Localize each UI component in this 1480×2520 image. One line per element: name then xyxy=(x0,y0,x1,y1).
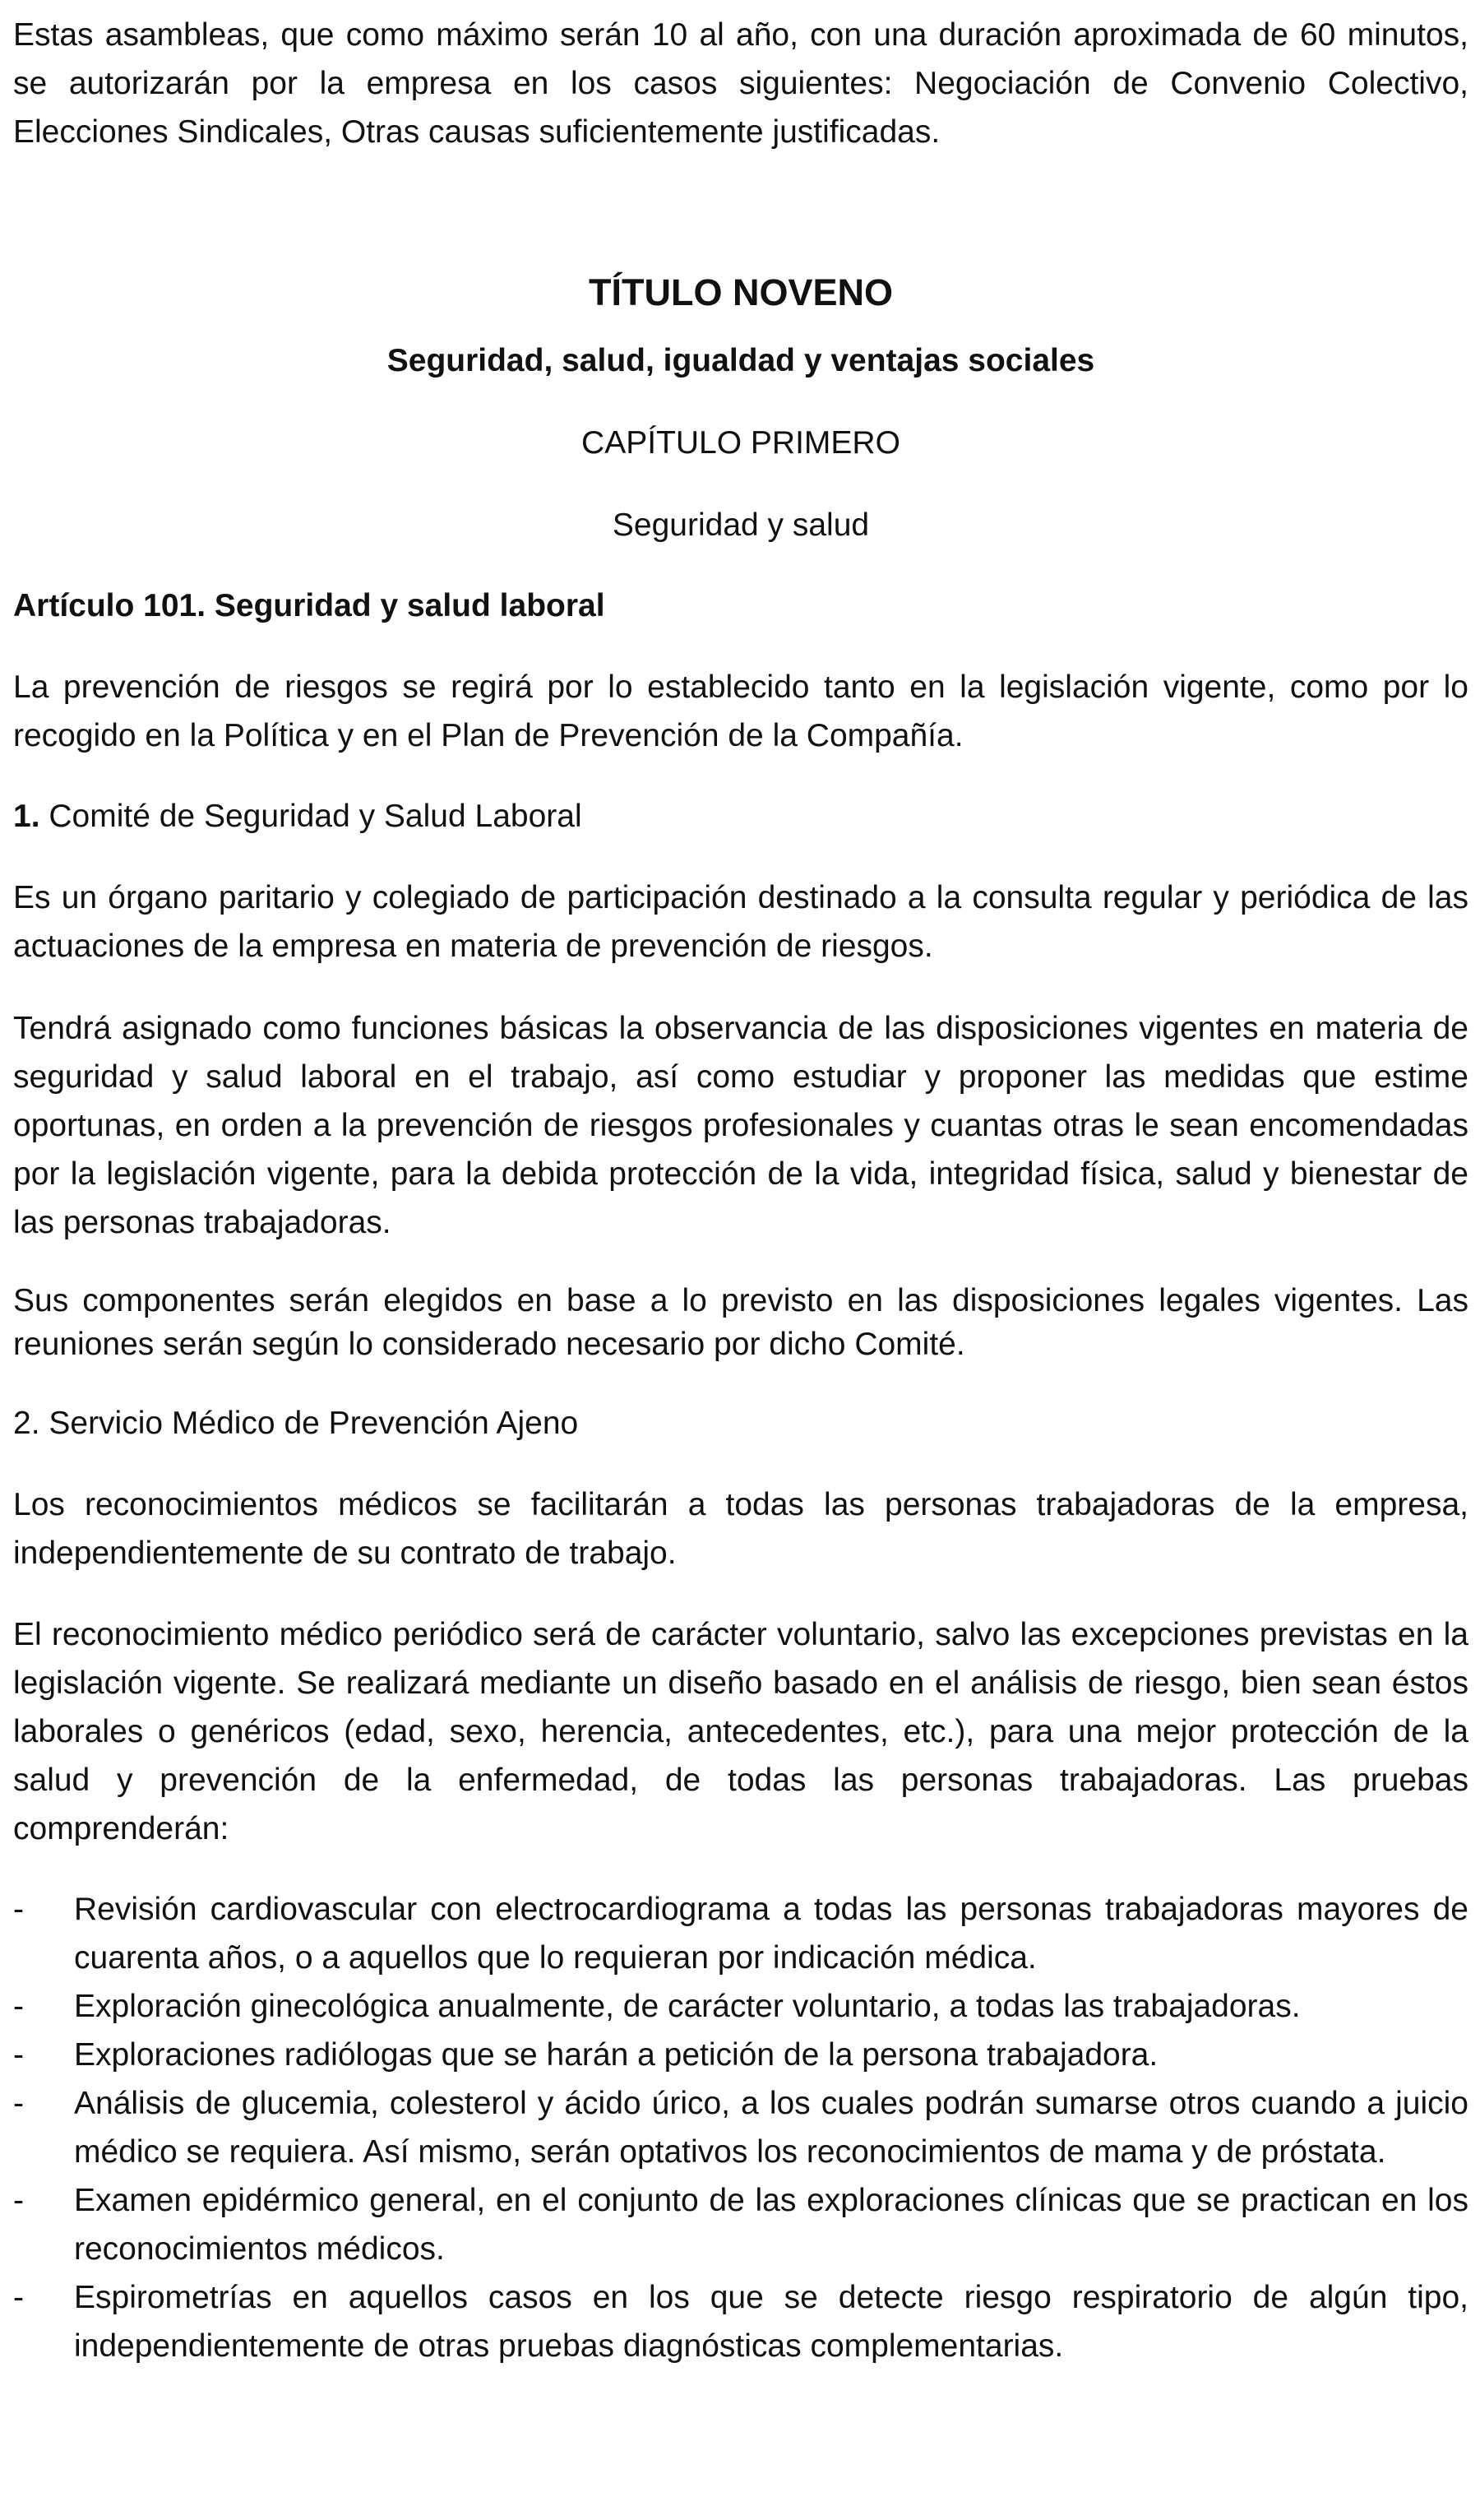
title-subtitle: Seguridad, salud, igualdad y ventajas sociales xyxy=(386,343,1095,378)
list-item-text: Examen epidérmico general, en el conjunto de las exploraciones clínicas que se practican en los reconocimientos médicos. xyxy=(74,2183,1468,2267)
section-1-paragraph-3: Sus componentes serán elegidos en base a lo previsto en las disposiciones legales vigentes. Las reuniones serán según lo considerado necesario por dicho Comité. xyxy=(13,1283,1468,1362)
section-1-heading xyxy=(13,792,1468,841)
list-bullet: - xyxy=(13,2280,24,2315)
list-bullet: - xyxy=(13,2086,24,2121)
list-item xyxy=(13,2079,1468,2176)
list-item-text: Análisis de glucemia, colesterol y ácido úrico, a los cuales podrán sumarse otros cuando a juicio médico se requiera. Así mismo, serán optativos los reconocimientos de mama y de próstata. xyxy=(74,2086,1468,2170)
article-title: Artículo 101. Seguridad y salud laboral xyxy=(13,588,605,623)
list-item-text: Revisión cardiovascular con electrocardiograma a todas las personas trabajadoras mayores de cuarenta años, o a aquellos que lo requieran por indicación médica. xyxy=(74,1892,1468,1976)
section-2-paragraph-2: El reconocimiento médico periódico será de carácter voluntario, salvo las excepciones previstas en la legislación vigente. Se realizará mediante un diseño basado en el análisis de riesgo, bien sean éstos laborales o genéricos (edad, sexo, herencia, antecedentes, etc.), para una mejor protección de la salud y prevención de la enfermedad, de todas las personas trabajadoras. Las pruebas comprenderán: xyxy=(13,1617,1468,1846)
list-bullet: - xyxy=(13,1989,24,2024)
section-1-label: Comité de Seguridad y Salud Laboral xyxy=(39,799,582,834)
list-item-text: Exploraciones radiólogas que se harán a petición de la persona trabajadora. xyxy=(74,2037,1159,2073)
list-item xyxy=(13,2031,1468,2079)
chapter-heading: CAPÍTULO PRIMERO xyxy=(581,425,900,461)
list-item xyxy=(13,2176,1468,2273)
list-item xyxy=(13,1982,1468,2031)
section-2-paragraph-1: Los reconocimientos médicos se facilitarán a todas las personas trabajadoras de la empresa, independientemente de su contrato de trabajo. xyxy=(13,1487,1468,1571)
section-1-paragraph-2: Tendrá asignado como funciones básicas la observancia de las disposiciones vigentes en materia de seguridad y salud laboral en el trabajo, así como estudiar y proponer las medidas que estime oportunas, en orden a la prevención de riesgos profesionales y cuantas otras le sean encomendadas por la legislación vigente, para la debida protección de la vida, integridad física, salud y bienestar de las personas trabajadoras. xyxy=(13,1011,1468,1240)
section-1-paragraph-1: Es un órgano paritario y colegiado de participación destinado a la consulta regular y periódica de las actuaciones de la empresa en materia de prevención de riesgos. xyxy=(13,880,1468,964)
list-item-text: Exploración ginecológica anualmente, de carácter voluntario, a todas las trabajadoras. xyxy=(74,1989,1301,2024)
list-item xyxy=(13,2273,1468,2370)
list-item-text: Espirometrías en aquellos casos en los que se detecte riesgo respiratorio de algún tipo, independientemente de otras pruebas diagnósticas complementarias. xyxy=(74,2280,1468,2364)
list-item xyxy=(13,1885,1468,1982)
section-2-heading: 2. Servicio Médico de Prevención Ajeno xyxy=(13,1406,579,1441)
tests-list xyxy=(13,1885,1468,2370)
list-bullet: - xyxy=(13,2037,24,2073)
title-heading: TÍTULO NOVENO xyxy=(589,271,893,313)
document-page xyxy=(13,0,1468,2370)
intro-paragraph: Estas asambleas, que como máximo serán 10 al año, con una duración aproximada de 60 minutos, se autorizarán por la empresa en los casos siguientes: Negociación de Convenio Colectivo, Elecciones Sindicales, Otras causas suficientemente justificadas. xyxy=(13,17,1468,150)
section-1-number: 1. xyxy=(13,799,40,834)
list-bullet: - xyxy=(13,1892,24,1927)
chapter-name: Seguridad y salud xyxy=(612,507,870,543)
list-bullet: - xyxy=(13,2183,24,2218)
article-intro: La prevención de riesgos se regirá por lo establecido tanto en la legislación vigente, como por lo recogido en la Política y en el Plan de Prevención de la Compañía. xyxy=(13,669,1468,753)
